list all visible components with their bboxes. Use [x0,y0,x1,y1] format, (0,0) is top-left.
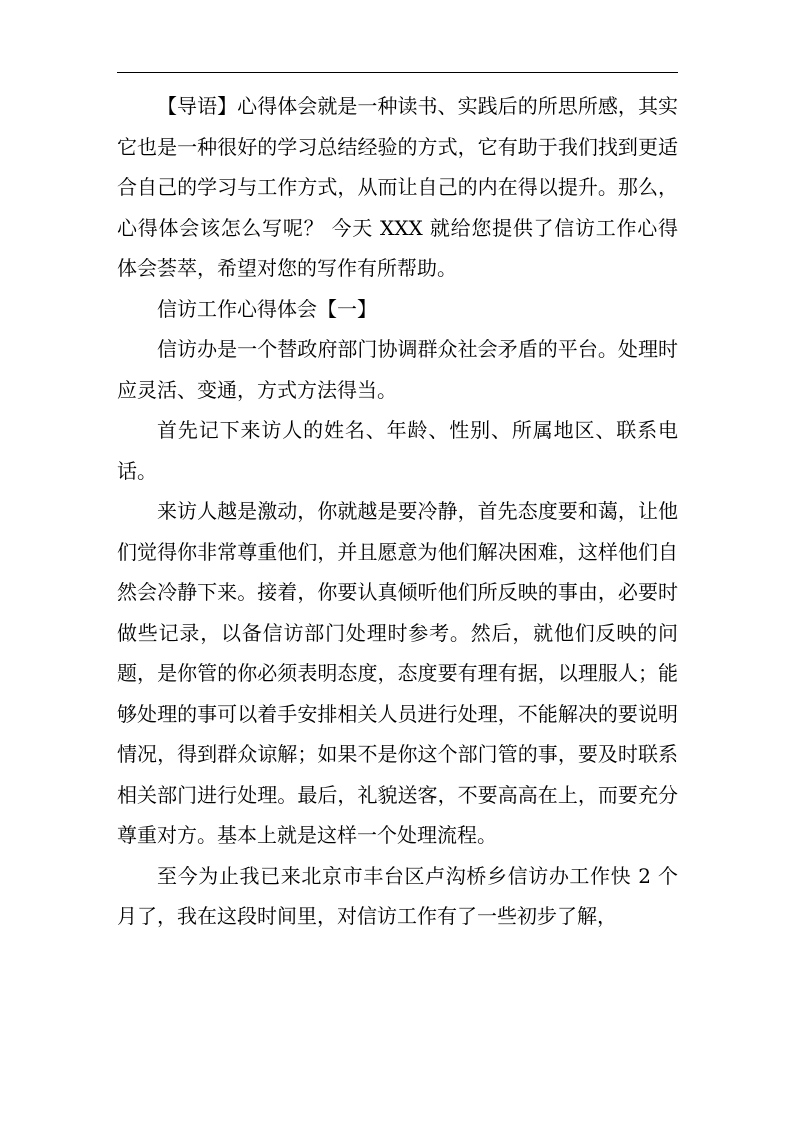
document-body [117,86,678,937]
section-heading: 信访工作心得体会【一】 [157,296,377,321]
body-paragraph: 来访人越是激动，你就越是要冷静，首先态度要和蔼，让他们觉得你非常尊重他们，并且愿意为他们解决困难，这样他们自然会冷静下来。接着，你要认真倾听他们所反映的事由，必要时做些记录，以备信访部门处理时参考。然后，就他们反映的问题，是你管的你必须表明态度，态度要有理有据，以理服人；能够处理的事可以着手安排相关人员进行处理，不能解决的要说明情况，得到群众谅解；如果不是你这个部门管的事，要及时联系相关部门进行处理。最后，礼貌送客，不要高高在上，而要充分尊重对方。基本上就是这样一个处理流程。 [117,499,678,847]
body-paragraph: 至今为止我已来北京市丰台区卢沟桥乡信访办工作快 2 个月了，我在这段时间里，对信访工作有了一些初步了解， [117,863,678,928]
body-paragraph: 信访办是一个替政府部门协调群众社会矛盾的平台。处理时应灵活、变通，方式方法得当。 [117,337,678,402]
intro-paragraph: 【导语】心得体会就是一种读书、实践后的所思所感，其实它也是一种很好的学习总结经验的方式，它有助于我们找到更适合自己的学习与工作方式，从而让自己的内在得以提升。那么，心得体会该怎么写呢？ 今天 XXX 就给您提供了信访工作心得体会荟萃，希望对您的写作有所帮助。 [117,94,678,280]
header-rule [117,72,678,73]
body-paragraph: 首先记下来访人的姓名、年龄、性别、所属地区、联系电话。 [117,418,678,483]
